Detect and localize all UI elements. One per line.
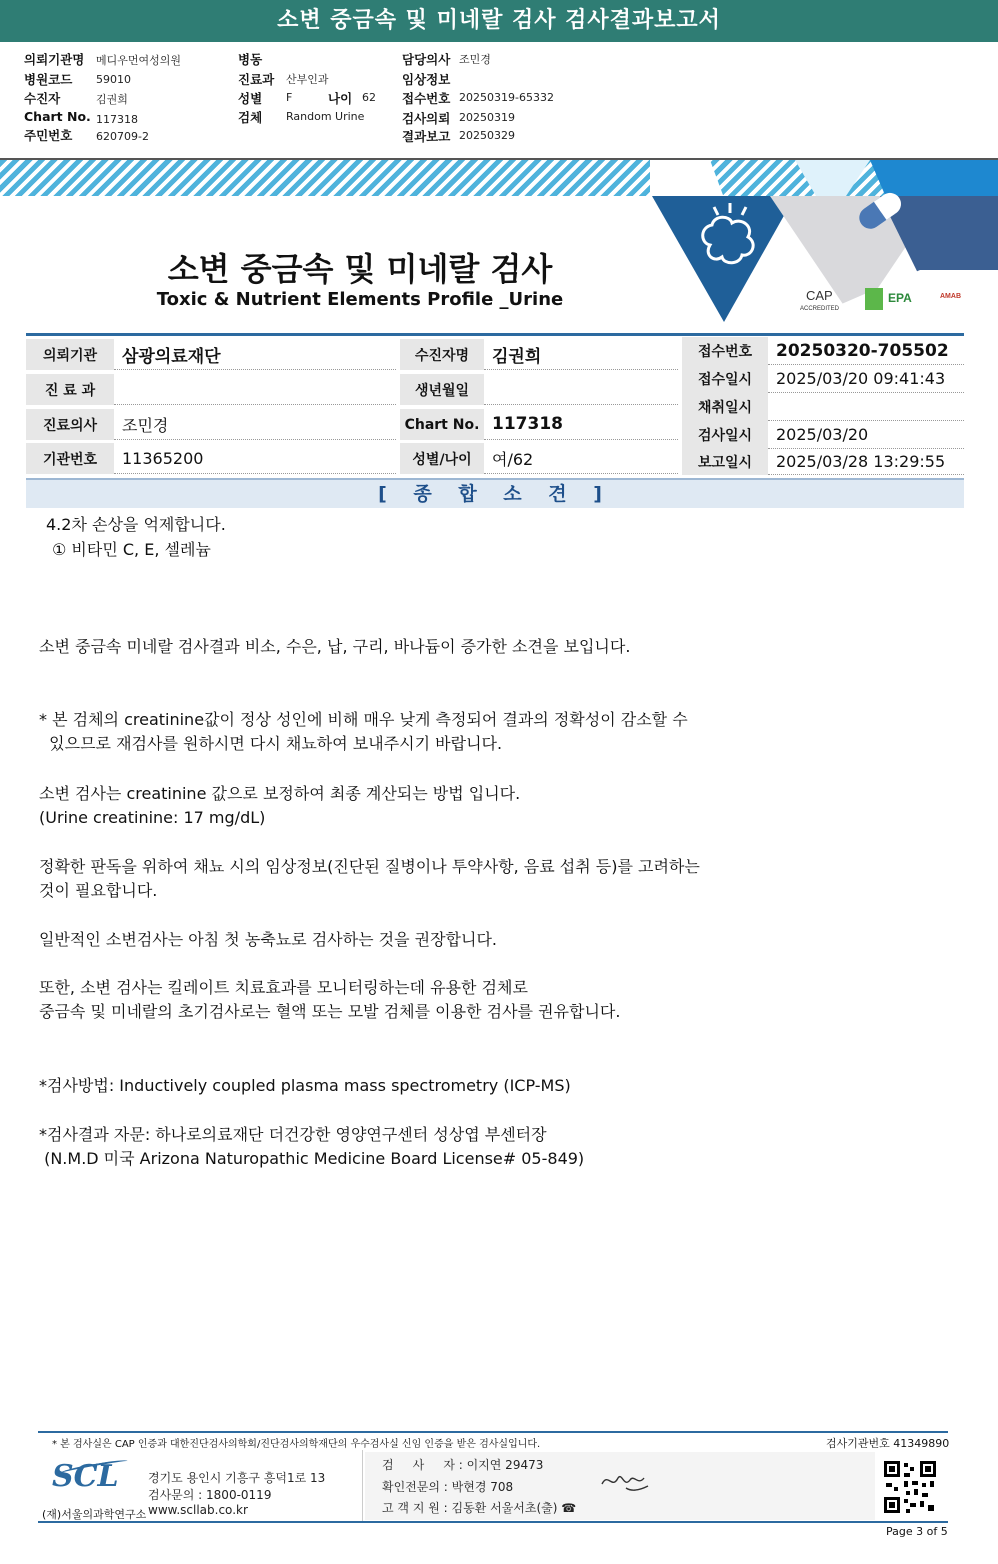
finding-line: 소변 검사는 creatinine 값으로 보정하여 최종 계산되는 방법 입니다. (39, 784, 521, 803)
reviewer: 확인전문의 : 박현경 708 (382, 1480, 514, 1494)
qr-code-icon (882, 1459, 938, 1515)
customer-support: 고 객 지 원 : 김동환 서울서초(출) ☎ (382, 1501, 577, 1515)
value-receipt-no: 20250320-705502 (768, 337, 964, 365)
footer-divider (362, 1450, 363, 1522)
hero-title-ko: 소변 중금속 및 미네랄 검사 (167, 250, 553, 288)
footer-top-rule (38, 1431, 948, 1433)
finding-line: * 본 검체의 creatinine값이 정상 성인에 비해 매우 낮게 측정되어 결과의 정확성이 감소할 수 (39, 710, 688, 729)
lm-logo (865, 288, 883, 310)
summary-heading: [ 종 합 소 견 ] (26, 478, 964, 508)
value-chart-no: 117318 (484, 409, 678, 440)
value-requester: 삼광의료재단 (114, 339, 396, 370)
hero-title-en: Toxic & Nutrient Elements Profile _Urine (156, 289, 564, 310)
lab-address: 경기도 용인시 기흥구 흥덕1로 13 (148, 1471, 326, 1485)
label-institution-no: 기관번호 (26, 443, 114, 474)
finding-line: 또한, 소변 검사는 킬레이트 치료효과를 모니터링하는데 유용한 검체로 (39, 978, 528, 997)
page-number: Page 3 of 5 (886, 1525, 948, 1538)
label-doctor: 진료의사 (26, 409, 114, 440)
value-birthdate (484, 374, 678, 405)
footer-bottom-rule (38, 1521, 948, 1523)
finding-line: 4.2차 손상을 억제합니다. (46, 515, 226, 534)
finding-line: 것이 필요합니다. (39, 881, 158, 900)
finding-line: 일반적인 소변검사는 아침 첫 농축뇨로 검사하는 것을 권장합니다. (39, 930, 498, 949)
value-institution-no: 11365200 (114, 443, 396, 474)
value-report-time: 2025/03/28 13:29:55 (768, 449, 964, 475)
amab-logo: AMAB (940, 293, 961, 300)
label-collection-time: 채취일시 (682, 393, 768, 421)
epa-logo: EPA (888, 291, 912, 305)
finding-line: 중금속 및 미네랄의 초기검사로는 혈액 또는 모발 검체를 이용한 검사를 권유합니다. (39, 1002, 621, 1021)
doctor-signature (598, 1468, 654, 1496)
footer-notice: * 본 검사실은 CAP 인증과 대한진단검사의학회/진단검사의학재단의 우수검사실 신임 인증을 받은 검사실입니다. (52, 1439, 541, 1450)
finding-line: 있으므로 재검사를 원하시면 다시 채뇨하여 보내주시기 바랍니다. (39, 734, 503, 753)
lab-website[interactable]: www.scllab.co.kr (148, 1503, 248, 1517)
label-report-time: 보고일시 (682, 449, 768, 475)
finding-line: (Urine creatinine: 17 mg/dL) (39, 808, 266, 827)
label-patient-name: 수진자명 (400, 339, 484, 370)
label-chart-no: Chart No. (400, 409, 484, 440)
label-sex-age: 성별/나이 (400, 443, 484, 474)
cap-logo: CAP (806, 288, 833, 303)
value-test-time: 2025/03/20 (768, 421, 964, 449)
value-doctor: 조민경 (114, 409, 396, 440)
lab-phone: 검사문의 : 1800-0119 (148, 1488, 272, 1502)
tester: 검 사 자 : 이지연 29473 (382, 1458, 544, 1472)
value-department (114, 374, 396, 405)
label-receipt-no: 접수번호 (682, 337, 768, 365)
hero-graphic (650, 160, 998, 322)
label-birthdate: 생년월일 (400, 374, 484, 405)
value-receipt-time: 2025/03/20 09:41:43 (768, 365, 964, 393)
finding-line: 소변 중금속 미네랄 검사결과 비소, 수은, 납, 구리, 바나듐이 증가한 소견을 보입니다. (39, 637, 631, 656)
value-sex-age: 여/62 (484, 443, 678, 474)
patient-strip: 의뢰기관명 메디우먼여성의원 병원코드 59010 수진자 김권희 Chart No. 117318 주민번호 620709-2 병동 진료과 산부인과 성별 F 나이 62 검체 Random Urine 담당의사 조민경 임상정보 접수번호 20250319-65332 검사의뢰 20250319 결과보고 20250329 (0, 42, 998, 160)
label-test-time: 검사일시 (682, 421, 768, 449)
svg-text:ACCREDITED: ACCREDITED (800, 306, 840, 312)
value-collection-time (768, 393, 964, 421)
finding-line: 정확한 판독을 위하여 채뇨 시의 임상정보(진단된 질병이나 투약사항, 음료 섭취 등)를 고려하는 (39, 857, 700, 876)
strip-field: 의뢰기관명 (24, 52, 85, 67)
report-title: 소변 중금속 및 미네랄 검사 검사결과보고서 (0, 0, 998, 42)
footer-lab-no: 검사기관번호 41349890 (826, 1437, 950, 1450)
lab-name: (재)서울의과학연구소 (42, 1508, 147, 1521)
label-receipt-time: 접수일시 (682, 365, 768, 393)
finding-line: *검사방법: Inductively coupled plasma mass spectrometry (ICP-MS) (39, 1076, 571, 1095)
finding-line: (N.M.D 미국 Arizona Naturopathic Medicine Board License# 05-849) (39, 1149, 585, 1168)
label-department: 진 료 과 (26, 374, 114, 405)
finding-line: ① 비타민 C, E, 셀레늄 (52, 540, 211, 559)
scl-logo: SCL (52, 1459, 119, 1494)
value-patient-name: 김권희 (484, 339, 678, 370)
finding-line: *검사결과 자문: 하나로의료재단 더건강한 영양연구센터 성상엽 부센터장 (39, 1125, 547, 1144)
table-top-rule (26, 333, 964, 336)
label-requester: 의뢰기관 (26, 339, 114, 370)
